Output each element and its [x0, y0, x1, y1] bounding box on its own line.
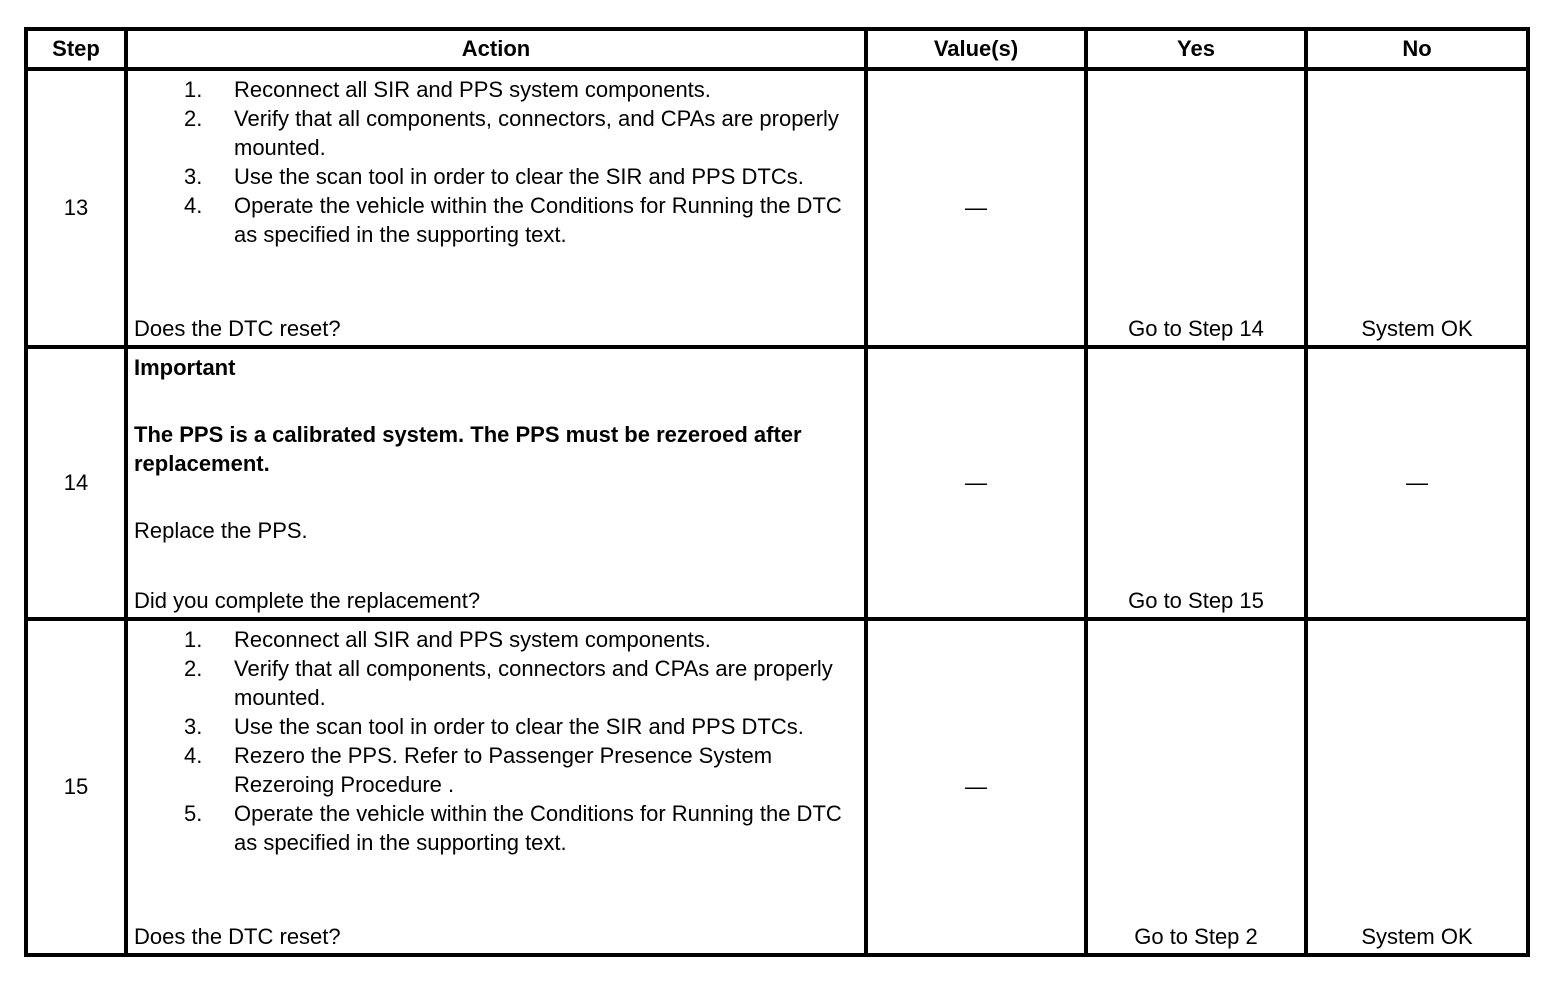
action-step: [134, 104, 856, 162]
value-cell: —: [866, 347, 1086, 619]
action-step: [134, 799, 856, 857]
important-text: The PPS is a calibrated system. The PPS must be rezeroed after replacement.: [134, 422, 802, 476]
step-index: 3.: [184, 164, 203, 189]
action-step: [134, 75, 856, 104]
action-cell: [126, 619, 866, 955]
no-result: System OK: [1361, 316, 1473, 341]
yes-link: Go to Step 14: [1128, 316, 1264, 341]
action-cell: [126, 347, 866, 619]
value-cell: —: [866, 619, 1086, 955]
header-step: Step: [26, 29, 126, 69]
step-text: Operate the vehicle within the Conditions for Running the DTC as specified in the supporting text.: [234, 801, 842, 855]
step-index: 1.: [184, 627, 203, 652]
table-row-step-13: [26, 69, 1528, 347]
yes-cell: [1086, 619, 1306, 955]
header-no: No: [1306, 29, 1528, 69]
step-text: Reconnect all SIR and PPS system components.: [234, 77, 711, 102]
action-step: [134, 741, 856, 799]
action-step: [134, 654, 856, 712]
header-row: [26, 29, 1528, 69]
yes-link: Go to Step 15: [1128, 588, 1264, 613]
step-text: Use the scan tool in order to clear the SIR and PPS DTCs.: [234, 714, 804, 739]
header-action: Action: [126, 29, 866, 69]
step-index: 5.: [184, 801, 203, 826]
header-yes: Yes: [1086, 29, 1306, 69]
step-index: 2.: [184, 656, 203, 681]
action-steps-list: [134, 625, 856, 857]
step-index: 4.: [184, 193, 203, 218]
yes-cell: [1086, 347, 1306, 619]
action-step: [134, 712, 856, 741]
no-cell: [1306, 619, 1528, 955]
action-question: Does the DTC reset?: [134, 316, 341, 341]
step-text: Verify that all components, connectors and CPAs are properly mounted.: [234, 656, 833, 710]
action-steps-list: [134, 75, 856, 249]
step-text: Use the scan tool in order to clear the SIR and PPS DTCs.: [234, 164, 804, 189]
step-number: 15: [26, 619, 126, 955]
no-cell: [1306, 69, 1528, 347]
step-index: 2.: [184, 106, 203, 131]
step-text: Rezero the PPS. Refer to Passenger Presence System Rezeroing Procedure .: [234, 743, 773, 797]
yes-link: Go to Step 2: [1134, 924, 1258, 949]
step-number: 14: [26, 347, 126, 619]
table-row-step-14: [26, 347, 1528, 619]
table-row-step-15: [26, 619, 1528, 955]
action-instruction: Replace the PPS.: [134, 518, 308, 543]
action-question: Does the DTC reset?: [134, 924, 341, 949]
step-index: 1.: [184, 77, 203, 102]
action-step: [134, 191, 856, 249]
value-cell: —: [866, 69, 1086, 347]
action-step: [134, 162, 856, 191]
diagnostic-table: [24, 27, 1530, 957]
action-cell: [126, 69, 866, 347]
yes-cell: [1086, 69, 1306, 347]
action-question: Did you complete the replacement?: [134, 588, 481, 613]
no-result: System OK: [1361, 924, 1473, 949]
step-index: 3.: [184, 714, 203, 739]
no-cell: —: [1306, 347, 1528, 619]
header-values: Value(s): [866, 29, 1086, 69]
important-title: Important: [134, 355, 236, 380]
step-text: Verify that all components, connectors, and CPAs are properly mounted.: [234, 106, 839, 160]
step-text: Reconnect all SIR and PPS system components.: [234, 627, 711, 652]
step-number: 13: [26, 69, 126, 347]
step-index: 4.: [184, 743, 203, 768]
action-step: [134, 625, 856, 654]
step-text: Operate the vehicle within the Conditions for Running the DTC as specified in the supporting text.: [234, 193, 842, 247]
